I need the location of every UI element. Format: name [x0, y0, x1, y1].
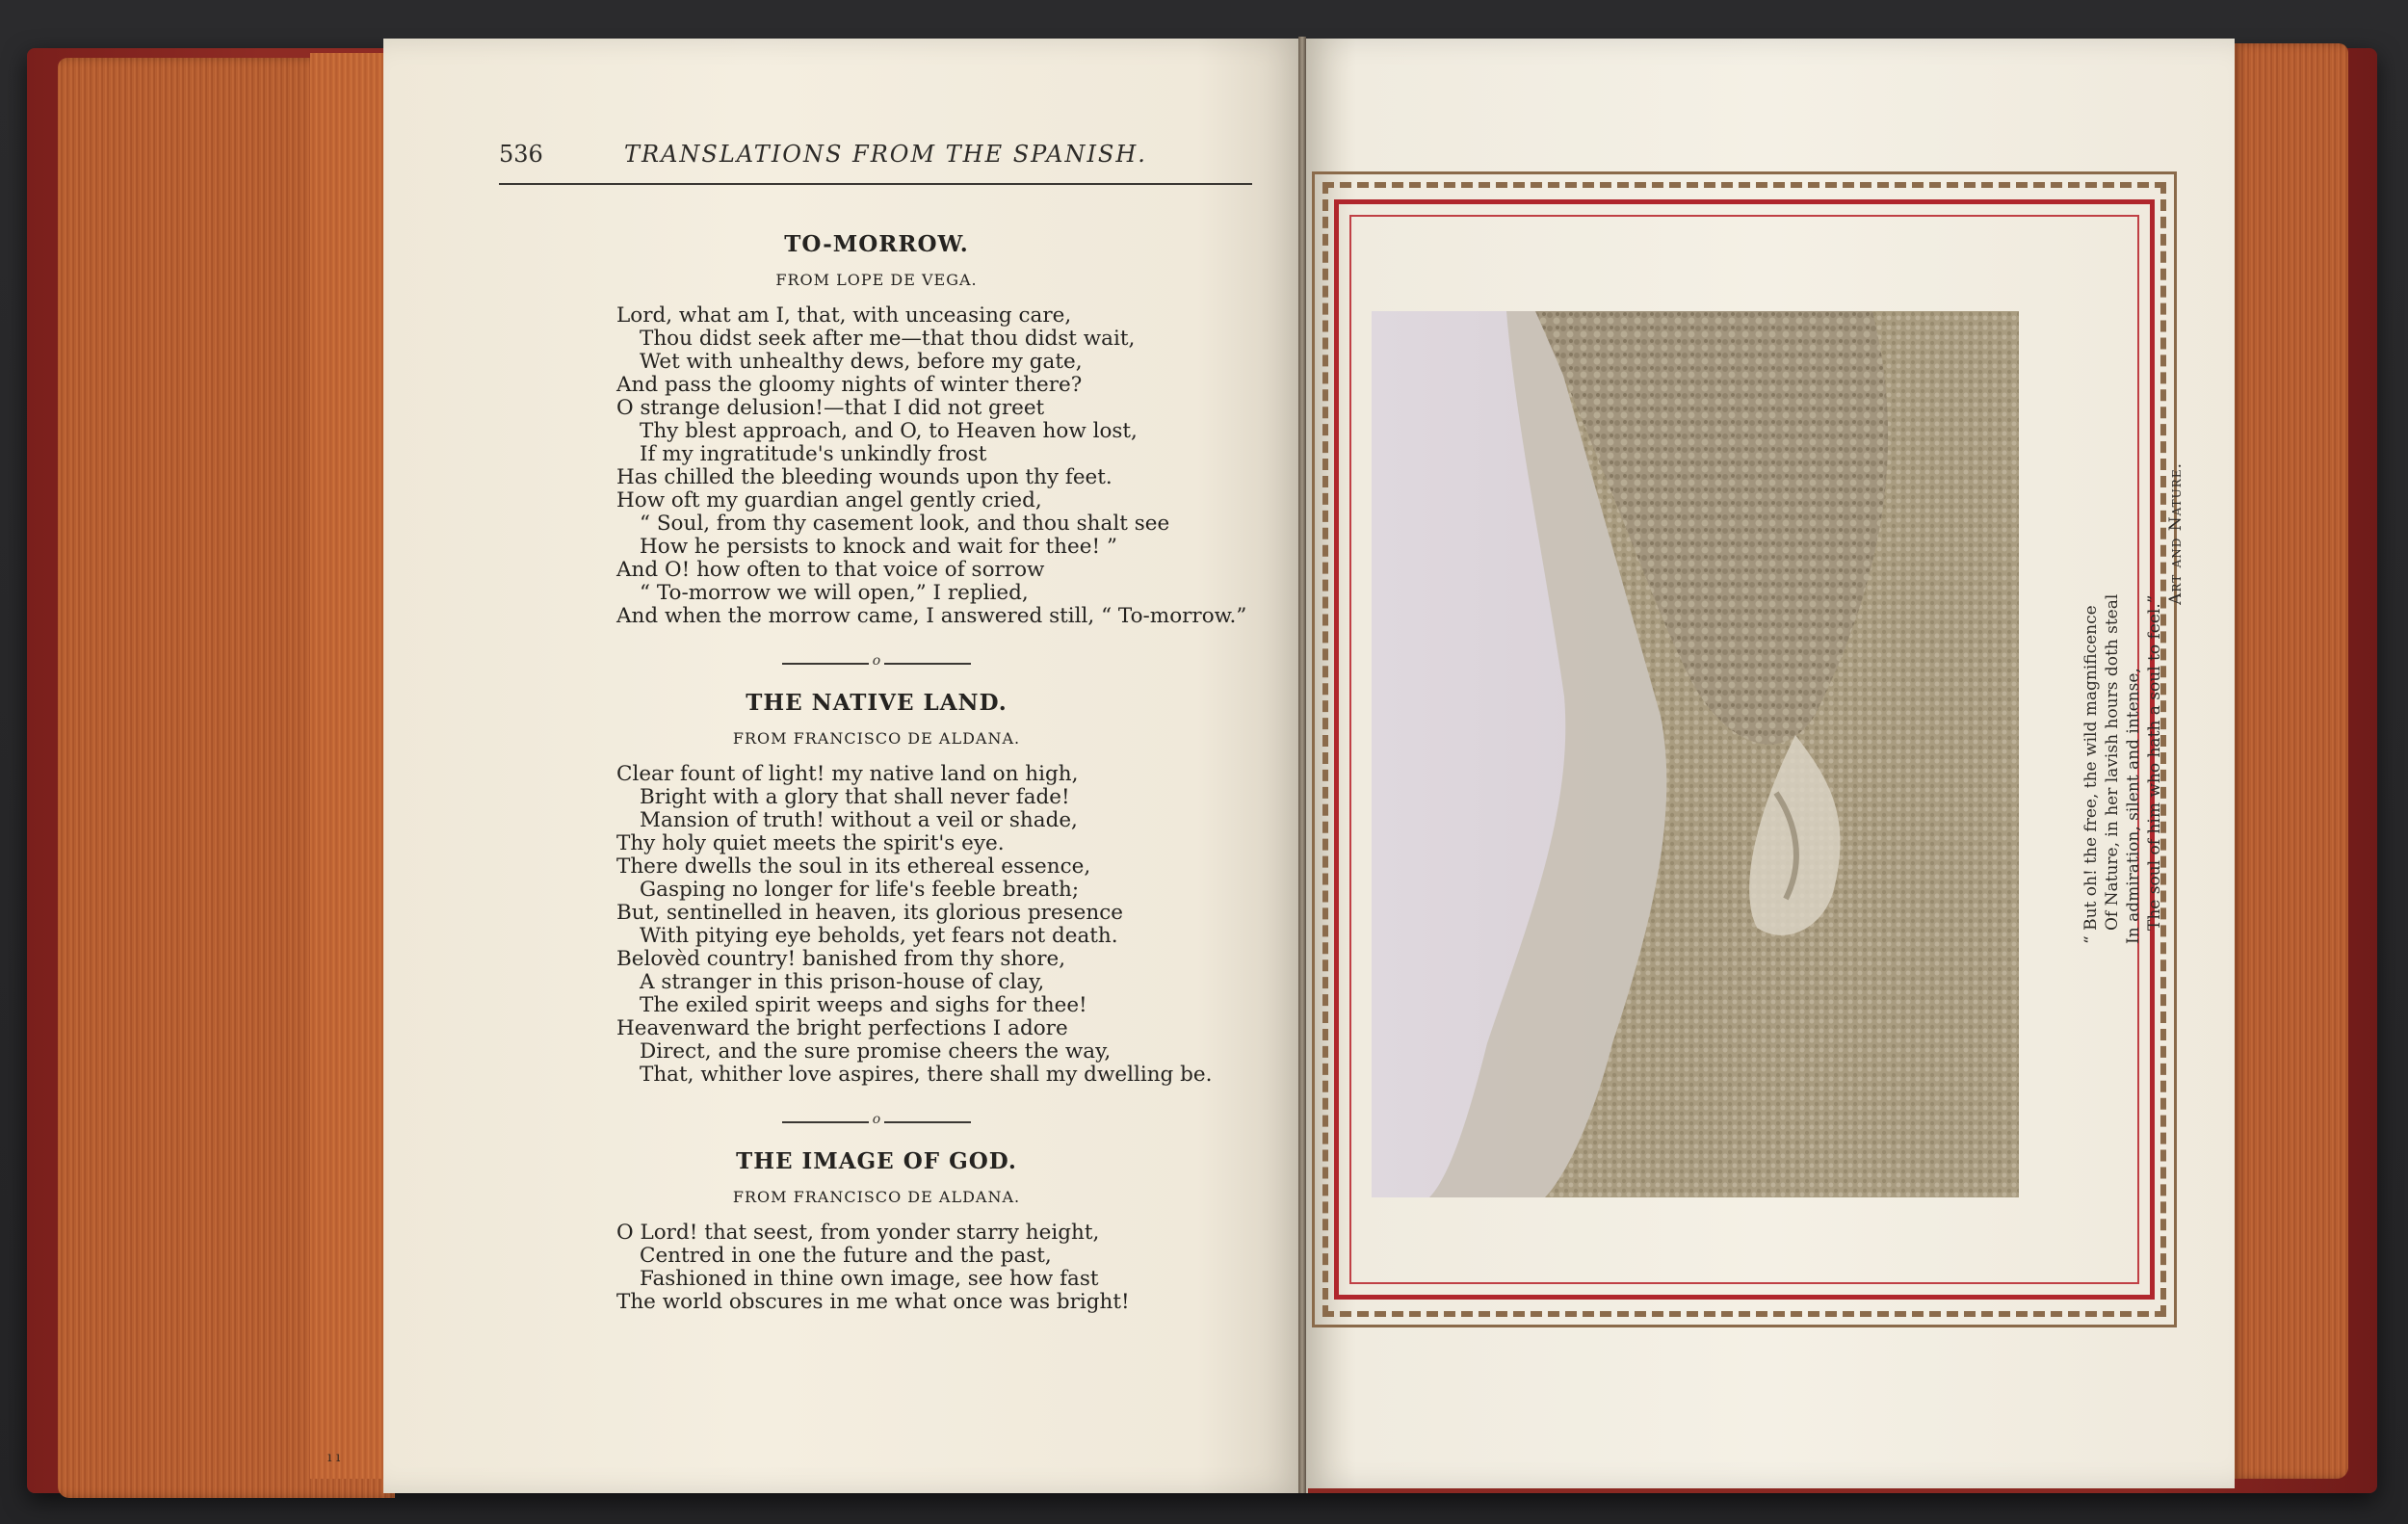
page-number: 536 — [499, 141, 543, 168]
verse-line: Clear fount of light! my native land on high, — [616, 762, 1079, 786]
verse-line: Fashioned in thine own image, see how fast — [640, 1267, 1099, 1291]
page-edges-left-inner — [310, 53, 387, 1479]
poem-source: FROM LOPE DE VEGA. — [775, 271, 978, 289]
verse-line: There dwells the soul in its ethereal essence, — [616, 854, 1091, 879]
verse-line: How oft my guardian angel gently cried, — [616, 488, 1042, 512]
verse-line: Direct, and the sure promise cheers the way, — [640, 1039, 1112, 1064]
verse-line: Thou didst seek after me—that thou didst wait, — [640, 327, 1136, 351]
divider-glyph: o — [872, 653, 881, 669]
page-edge-mark: ı ı — [327, 1450, 341, 1465]
section-divider — [616, 1112, 1137, 1127]
verse-line: Has chilled the bleeding wounds upon thy feet. — [616, 465, 1112, 489]
verse-line: But, sentinelled in heaven, its glorious presence — [616, 901, 1123, 925]
poem-title: THE IMAGE OF GOD. — [736, 1148, 1017, 1174]
caption-line: “ But oh! the free, the wild magnificence — [2081, 605, 2101, 944]
verse-line: Heavenward the bright perfections I adore — [616, 1016, 1068, 1040]
verse-line: Gasping no longer for life's feeble breath; — [640, 878, 1080, 902]
running-title: TRANSLATIONS FROM THE SPANISH. — [624, 141, 1147, 168]
verse-line: “ Soul, from thy casement look, and thou shalt see — [640, 512, 1170, 536]
verse-line: With pitying eye beholds, yet fears not death. — [640, 924, 1118, 948]
poem-title: THE NATIVE LAND. — [746, 690, 1008, 716]
caption-attribution: Art and Nature. — [2166, 462, 2186, 605]
verse-line: That, whither love aspires, there shall my dwelling be. — [640, 1063, 1213, 1087]
running-header — [499, 135, 1252, 185]
verse-line: Lord, what am I, that, with unceasing care, — [616, 303, 1072, 328]
verse-line: The world obscures in me what once was bright! — [616, 1290, 1130, 1314]
verse-line: O strange delusion!—that I did not greet — [616, 396, 1045, 420]
verse-line: How he persists to knock and wait for thee! ” — [640, 535, 1117, 559]
verse-line: If my ingratitude's unkindly frost — [640, 442, 987, 466]
poem-image-of-god — [616, 1148, 1271, 1314]
verse-line: Centred in one the future and the past, — [640, 1244, 1052, 1268]
verse-line: And when the morrow came, I answered still, “ To-morrow.” — [616, 604, 1247, 628]
caption-line: In admiration, silent and intense, — [2124, 668, 2143, 944]
verse-line: A stranger in this prison-house of clay, — [640, 970, 1045, 994]
book-gutter — [1298, 37, 1306, 1493]
verse-line: Wet with unhealthy dews, before my gate, — [640, 350, 1083, 374]
verse-line: O Lord! that seest, from yonder starry height, — [616, 1221, 1100, 1245]
verse-line: Belovèd country! banished from thy shore, — [616, 947, 1066, 971]
verse-line: The exiled spirit weeps and sighs for thee! — [640, 993, 1087, 1017]
photo-caption — [2081, 462, 2186, 944]
poem-verse — [616, 1222, 1271, 1314]
verse-line: Bright with a glory that shall never fade! — [640, 785, 1070, 809]
divider-glyph: o — [872, 1112, 881, 1127]
verse-line: Thy blest approach, and O, to Heaven how lost, — [640, 419, 1138, 443]
caption-line: The soul of him who hath a soul to feel.” — [2145, 594, 2164, 931]
poem-source: FROM FRANCISCO DE ALDANA. — [732, 729, 1021, 748]
verse-line: Thy holy quiet meets the spirit's eye. — [616, 831, 1005, 855]
section-divider — [616, 653, 1137, 669]
verse-line: And pass the gloomy nights of winter there? — [616, 373, 1083, 397]
page-edges-right — [2233, 43, 2348, 1479]
verse-line: Mansion of truth! without a veil or shade, — [640, 808, 1078, 832]
caption-line: Of Nature, in her lavish hours doth steal — [2103, 593, 2122, 931]
poem-source: FROM FRANCISCO DE ALDANA. — [732, 1188, 1021, 1206]
poem-verse — [616, 763, 1271, 1087]
poem-column — [616, 231, 1271, 1314]
poem-verse — [616, 304, 1271, 628]
mounted-photograph — [1372, 311, 2019, 1197]
poem-native-land — [616, 690, 1271, 1087]
verse-line: And O! how often to that voice of sorrow — [616, 558, 1045, 582]
poem-to-morrow — [616, 231, 1271, 628]
verse-line: “ To-morrow we will open,” I replied, — [640, 581, 1029, 605]
poem-title: TO-MORROW. — [784, 231, 969, 257]
landscape-photo-graphic — [1372, 311, 2019, 1197]
